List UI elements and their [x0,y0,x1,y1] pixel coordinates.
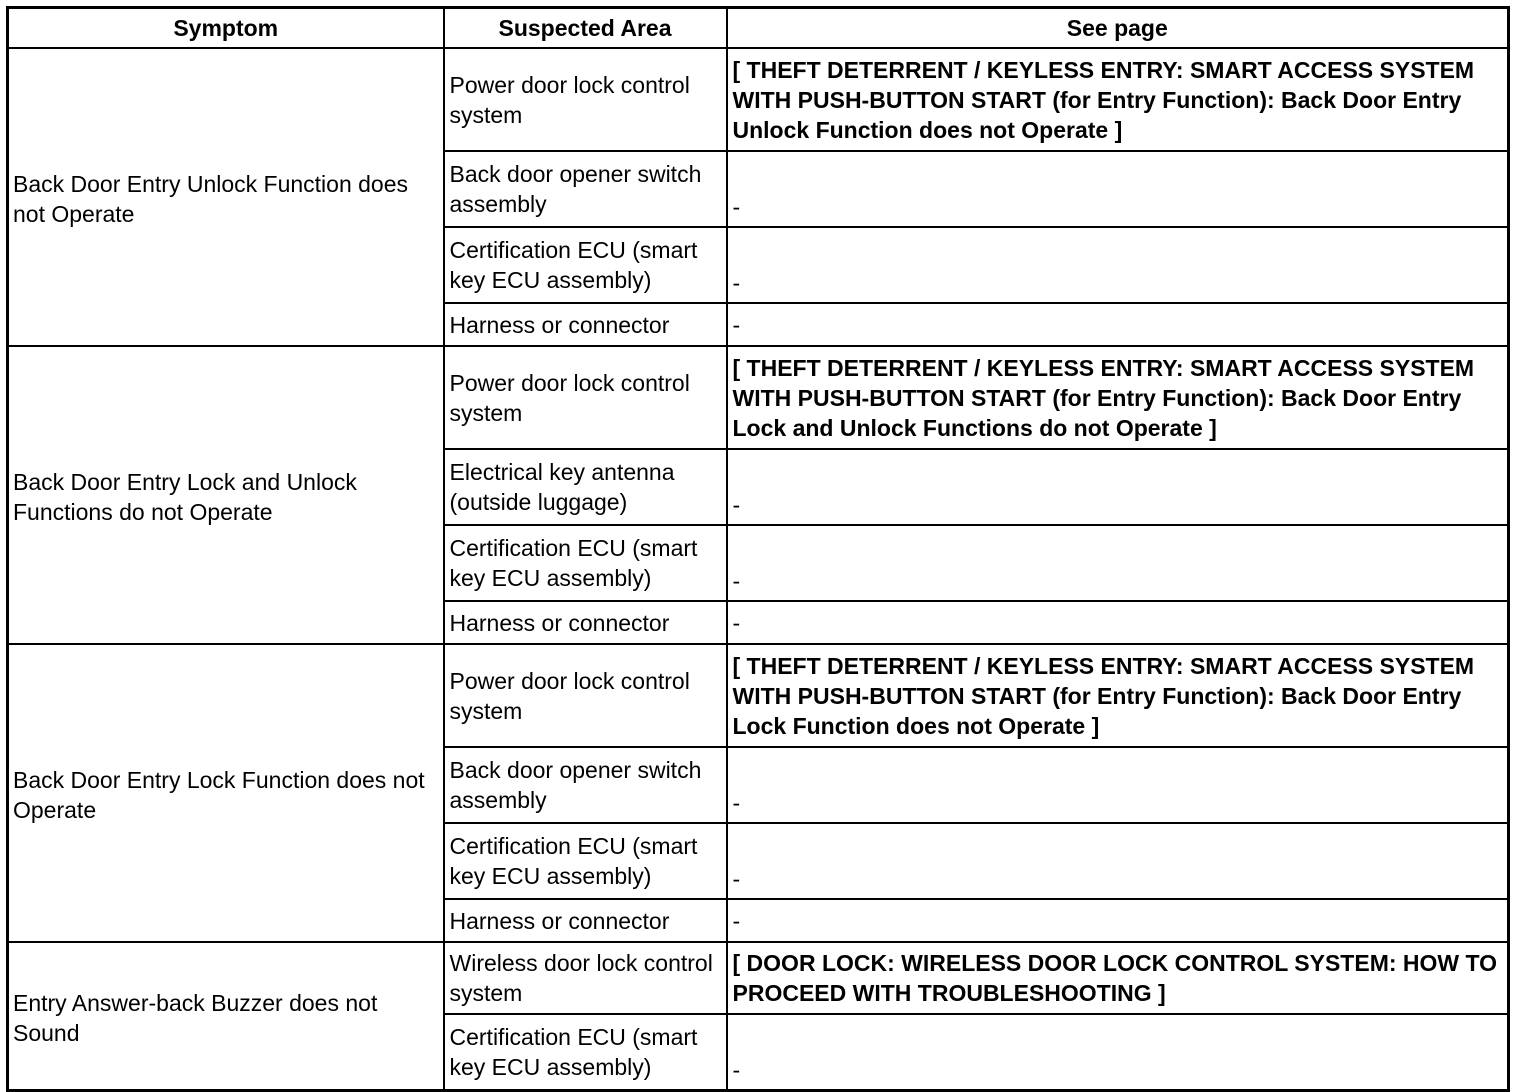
suspected-area-cell: Power door lock control system [444,48,727,151]
suspected-area-cell: Certification ECU (smart key ECU assembly) [444,525,727,601]
see-page-link[interactable]: [ DOOR LOCK: WIRELESS DOOR LOCK CONTROL SYSTEM: HOW TO PROCEED WITH TROUBLESHOOTING ] [727,942,1509,1014]
table-row [8,346,1509,449]
symptom-cell: Back Door Entry Unlock Function does not Operate [8,48,444,346]
see-page-cell: - [727,823,1509,899]
suspected-area-cell: Certification ECU (smart key ECU assembly) [444,227,727,303]
see-page-link[interactable]: [ THEFT DETERRENT / KEYLESS ENTRY: SMART ACCESS SYSTEM WITH PUSH-BUTTON START (for Entry Function): Back Door Entry Unlock Function does not Operate ] [727,48,1509,151]
see-page-cell: - [727,227,1509,303]
see-page-cell: - [727,151,1509,227]
header-symptom: Symptom [8,8,444,49]
see-page-cell: - [727,747,1509,823]
suspected-area-cell: Harness or connector [444,899,727,942]
see-page-link[interactable]: [ THEFT DETERRENT / KEYLESS ENTRY: SMART ACCESS SYSTEM WITH PUSH-BUTTON START (for Entry Function): Back Door Entry Lock Function does not Operate ] [727,644,1509,747]
suspected-area-cell: Back door opener switch assembly [444,747,727,823]
table-row [8,48,1509,151]
suspected-area-cell: Back door opener switch assembly [444,151,727,227]
suspected-area-cell: Power door lock control system [444,644,727,747]
see-page-cell: - [727,899,1509,942]
table-row [8,942,1509,1014]
symptom-cell: Back Door Entry Lock Function does not Operate [8,644,444,942]
suspected-area-cell: Wireless door lock control system [444,942,727,1014]
header-see-page: See page [727,8,1509,49]
suspected-area-cell: Certification ECU (smart key ECU assembly) [444,1014,727,1091]
symptom-cell: Back Door Entry Lock and Unlock Functions do not Operate [8,346,444,644]
see-page-cell: - [727,601,1509,644]
troubleshooting-table [6,6,1510,1092]
header-suspected-area: Suspected Area [444,8,727,49]
see-page-link[interactable]: [ THEFT DETERRENT / KEYLESS ENTRY: SMART ACCESS SYSTEM WITH PUSH-BUTTON START (for Entry Function): Back Door Entry Lock and Unlock Functions do not Operate ] [727,346,1509,449]
suspected-area-cell: Harness or connector [444,601,727,644]
suspected-area-cell: Harness or connector [444,303,727,346]
see-page-cell: - [727,525,1509,601]
suspected-area-cell: Certification ECU (smart key ECU assembly) [444,823,727,899]
see-page-cell: - [727,1014,1509,1091]
see-page-cell: - [727,303,1509,346]
suspected-area-cell: Electrical key antenna (outside luggage) [444,449,727,525]
header-row [8,8,1509,49]
symptom-cell: Entry Answer-back Buzzer does not Sound [8,942,444,1091]
suspected-area-cell: Power door lock control system [444,346,727,449]
see-page-cell: - [727,449,1509,525]
table-row [8,644,1509,747]
